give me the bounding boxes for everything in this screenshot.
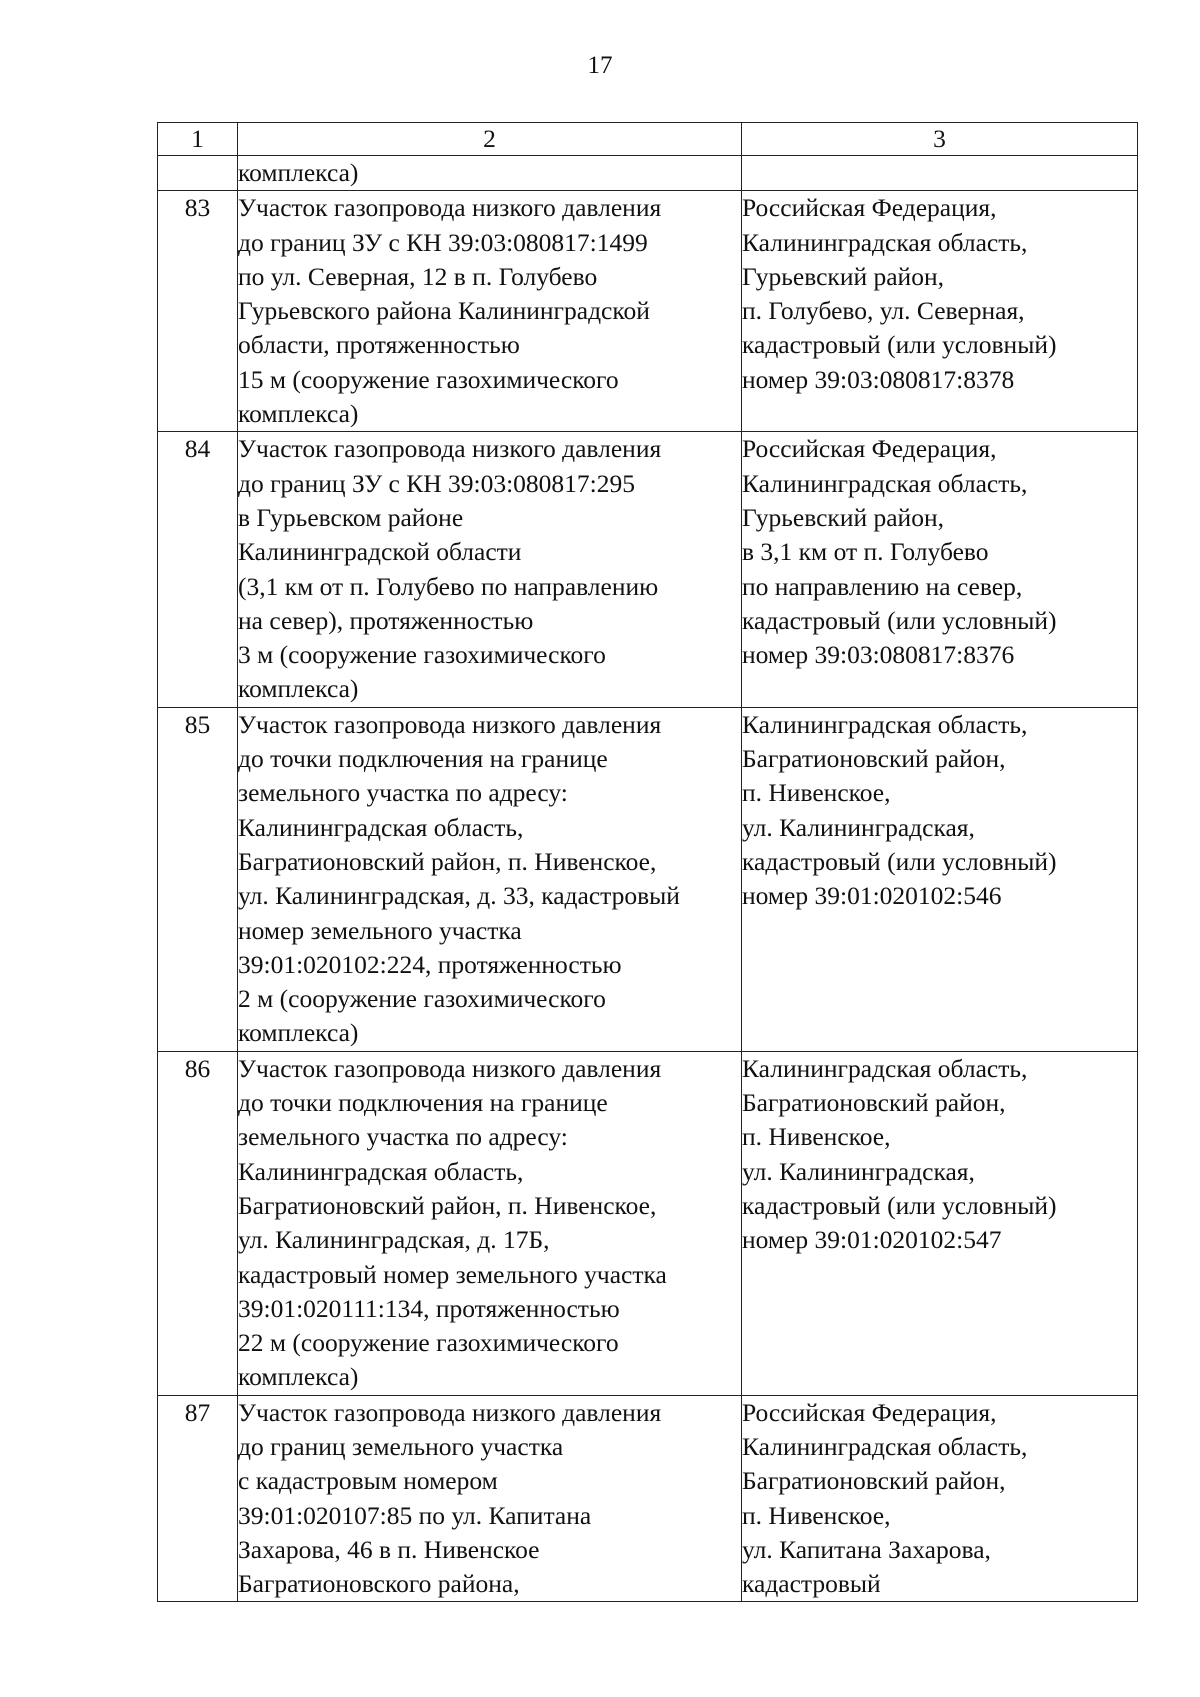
description-line: ул. Калининградская, д. 17Б, [238, 1225, 550, 1255]
description-line: Участок газопровода низкого давления [238, 193, 662, 223]
address-line: п. Нивенское, [742, 778, 891, 808]
description-line: Калининградской области [238, 537, 522, 567]
description-line: номер земельного участка [238, 915, 522, 945]
address-line: по направлению на север, [742, 571, 1023, 601]
description-line: комплекса) [238, 158, 359, 187]
address-line: п. Голубево, ул. Северная, [742, 296, 1025, 326]
address-line: Калининградская область, [742, 709, 1028, 739]
address-line: Российская Федерация, [742, 434, 997, 464]
object-description [238, 432, 742, 707]
address-line: номер 39:01:020102:546 [742, 881, 1002, 911]
table-row [158, 1395, 1138, 1602]
address-line: кадастровый (или условный) [742, 846, 1057, 876]
object-address [742, 707, 1138, 1051]
address-line: Калининградская область, [742, 227, 1028, 257]
description-line: до точки подключения на границе [238, 744, 608, 774]
description-line: 22 м (сооружение газохимического [238, 1328, 619, 1358]
description-line: Калининградская область, [238, 812, 524, 842]
description-line: Багратионовский район, п. Нивенское, [238, 1190, 657, 1220]
description-line: по ул. Северная, 12 в п. Голубево [238, 261, 598, 291]
row-number: 85 [158, 707, 238, 1051]
description-line: с кадастровым номером [238, 1466, 498, 1496]
row-number: 83 [158, 191, 238, 432]
address-line: номер 39:03:080817:8376 [742, 640, 1015, 670]
address-line: п. Нивенское, [742, 1122, 891, 1152]
description-line: земельного участка по адресу: [238, 778, 568, 808]
object-address [742, 432, 1138, 707]
object-address [742, 1395, 1138, 1602]
address-line: Багратионовский район, [742, 1466, 1006, 1496]
header-col-2: 2 [238, 123, 742, 156]
description-line: комплекса) [238, 674, 359, 704]
header-col-1: 1 [158, 123, 238, 156]
description-line: Участок газопровода низкого давления [238, 1397, 662, 1427]
address-line: Калининградская область, [742, 1431, 1028, 1461]
address-line: Багратионовский район, [742, 1088, 1006, 1118]
object-description [238, 191, 742, 432]
description-line: земельного участка по адресу: [238, 1122, 568, 1152]
address-line: кадастровый (или условный) [742, 1190, 1057, 1220]
description-line: кадастровый номер земельного участка [238, 1259, 667, 1289]
registry-table [157, 122, 1138, 1602]
description-line: (3,1 км от п. Голубево по направлению [238, 571, 659, 601]
table-row [158, 432, 1138, 707]
address-line: ул. Калининградская, [742, 812, 975, 842]
table-body [158, 123, 1138, 1602]
address-line: Российская Федерация, [742, 1397, 997, 1427]
object-description [238, 1395, 742, 1602]
object-description [238, 1051, 742, 1395]
description-line: Участок газопровода низкого давления [238, 709, 662, 739]
description-line: до границ ЗУ с КН 39:03:080817:295 [238, 468, 636, 498]
description-line: ул. Калининградская, д. 33, кадастровый [238, 881, 680, 911]
object-address [742, 1051, 1138, 1395]
address-line: Багратионовский район, [742, 744, 1006, 774]
description-line: 39:01:020102:224, протяженностью [238, 949, 622, 979]
address-line: ул. Капитана Захарова, [742, 1534, 991, 1564]
description-line: комплекса) [238, 1362, 359, 1392]
address-line: номер 39:01:020102:547 [742, 1225, 1002, 1255]
address-line: п. Нивенское, [742, 1500, 891, 1530]
description-line: в Гурьевском районе [238, 502, 464, 532]
description-line: до точки подключения на границе [238, 1088, 608, 1118]
address-line: ул. Калининградская, [742, 1156, 975, 1186]
row-number: 86 [158, 1051, 238, 1395]
table-header-row [158, 123, 1138, 156]
description-line: комплекса) [238, 1018, 359, 1048]
description-line: комплекса) [238, 399, 359, 429]
address-line: кадастровый (или условный) [742, 605, 1057, 635]
page-number: 17 [587, 52, 613, 79]
description-line: 39:01:020111:134, протяженностью [238, 1293, 620, 1323]
table-row [158, 156, 1138, 191]
description-line: до границ земельного участка [238, 1431, 564, 1461]
description-line: 15 м (сооружение газохимического [238, 364, 619, 394]
address-line: кадастровый (или условный) [742, 330, 1057, 360]
address-line: Калининградская область, [742, 1053, 1028, 1083]
address-line: Гурьевский район, [742, 261, 944, 291]
description-line: Гурьевского района Калининградской [238, 296, 650, 326]
address-line: номер 39:03:080817:8378 [742, 364, 1015, 394]
object-address [742, 191, 1138, 432]
object-address [742, 156, 1138, 191]
description-line: Захарова, 46 в п. Нивенское [238, 1534, 540, 1564]
object-description [238, 707, 742, 1051]
row-number: 84 [158, 432, 238, 707]
description-line: до границ ЗУ с КН 39:03:080817:1499 [238, 227, 648, 257]
description-line: на север), протяженностью [238, 605, 534, 635]
row-number: 87 [158, 1395, 238, 1602]
address-line: в 3,1 км от п. Голубево [742, 537, 989, 567]
table-row [158, 1051, 1138, 1395]
address-line: Калининградская область, [742, 468, 1028, 498]
address-line: кадастровый [742, 1569, 881, 1599]
description-line: Калининградская область, [238, 1156, 524, 1186]
table-row [158, 707, 1138, 1051]
description-line: Участок газопровода низкого давления [238, 1053, 662, 1083]
description-line: области, протяженностью [238, 330, 520, 360]
description-line: Багратионовского района, [238, 1569, 520, 1599]
description-line: 39:01:020107:85 по ул. Капитана [238, 1500, 592, 1530]
object-description [238, 156, 742, 191]
table-row [158, 191, 1138, 432]
description-line: Участок газопровода низкого давления [238, 434, 662, 464]
description-line: 2 м (сооружение газохимического [238, 984, 606, 1014]
address-line: Гурьевский район, [742, 502, 944, 532]
description-line: Багратионовский район, п. Нивенское, [238, 846, 657, 876]
description-line: 3 м (сооружение газохимического [238, 640, 606, 670]
row-number [158, 156, 238, 191]
header-col-3: 3 [742, 123, 1138, 156]
address-line: Российская Федерация, [742, 193, 997, 223]
